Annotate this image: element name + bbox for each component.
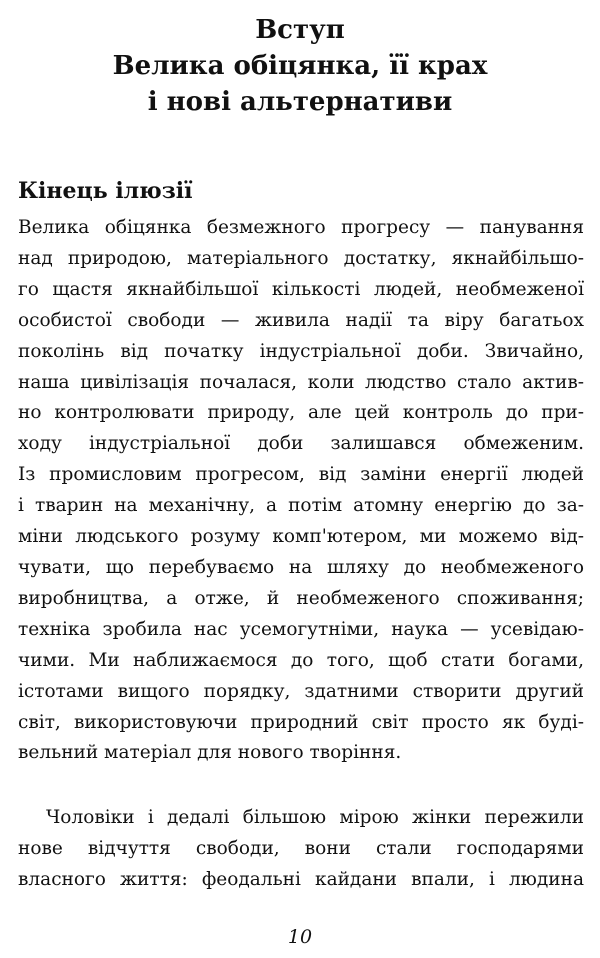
- section-title: Кінець ілюзії: [18, 178, 193, 204]
- text-line: ходу індустріальної доби залишався обмеженим.: [18, 433, 584, 455]
- paragraph-2: [18, 803, 584, 896]
- text-line: поколінь від початку індустріальної доби. Звичайно,: [18, 340, 584, 362]
- text-line: техніка зробила нас усемогутніми, наука — усевідаю-: [18, 618, 584, 640]
- chapter-heading-line-2: Велика обіцянка, її крах: [112, 51, 488, 81]
- text-line: над природою, матеріального достатку, якнайбільшо-: [18, 247, 584, 269]
- text-line: істотами вищого порядку, здатними створити другий: [18, 680, 584, 702]
- text-line: Чоловіки і дедалі більшою мірою жінки пережили: [46, 807, 584, 828]
- text-line: виробництва, а отже, й необмеженого споживання;: [18, 587, 584, 609]
- text-line: го щастя якнайбільшої кількості людей, необмеженої: [18, 278, 584, 300]
- text-line: чими. Ми наближаємося до того, щоб стати богами,: [18, 649, 584, 671]
- text-line: наша цивілізація почалася, коли людство стало актив-: [18, 371, 584, 393]
- text-line: нове відчуття свободи, вони стали господарями: [18, 837, 584, 859]
- text-line: особистої свободи — живила надії та віру багатьох: [18, 309, 584, 331]
- text-line: но контролювати природу, але цей контроль до при-: [18, 402, 584, 424]
- text-line: світ, використовуючи природний світ просто як буді-: [18, 711, 584, 733]
- chapter-heading: [0, 12, 600, 120]
- chapter-heading-line-3: і нові альтернативи: [147, 87, 453, 117]
- text-line: власного життя: феодальні кайдани впали, і людина: [18, 868, 584, 890]
- text-line: і тварин на механічну, а потім атомну енергію до за-: [18, 495, 584, 517]
- page-number: 10: [287, 926, 313, 948]
- text-line: чувати, що перебуваємо на шляху до необмеженого: [18, 556, 584, 578]
- text-line: міни людського розуму комп'ютером, ми можемо від-: [18, 526, 584, 548]
- text-line: вельний матеріал для нового творіння.: [18, 742, 402, 764]
- paragraph-1: [18, 213, 584, 769]
- chapter-heading-line-1: Вступ: [255, 15, 345, 45]
- text-line: Велика обіцянка безмежного прогресу — панування: [18, 217, 584, 238]
- text-line: Із промисловим прогресом, від заміни енергії людей: [18, 464, 584, 486]
